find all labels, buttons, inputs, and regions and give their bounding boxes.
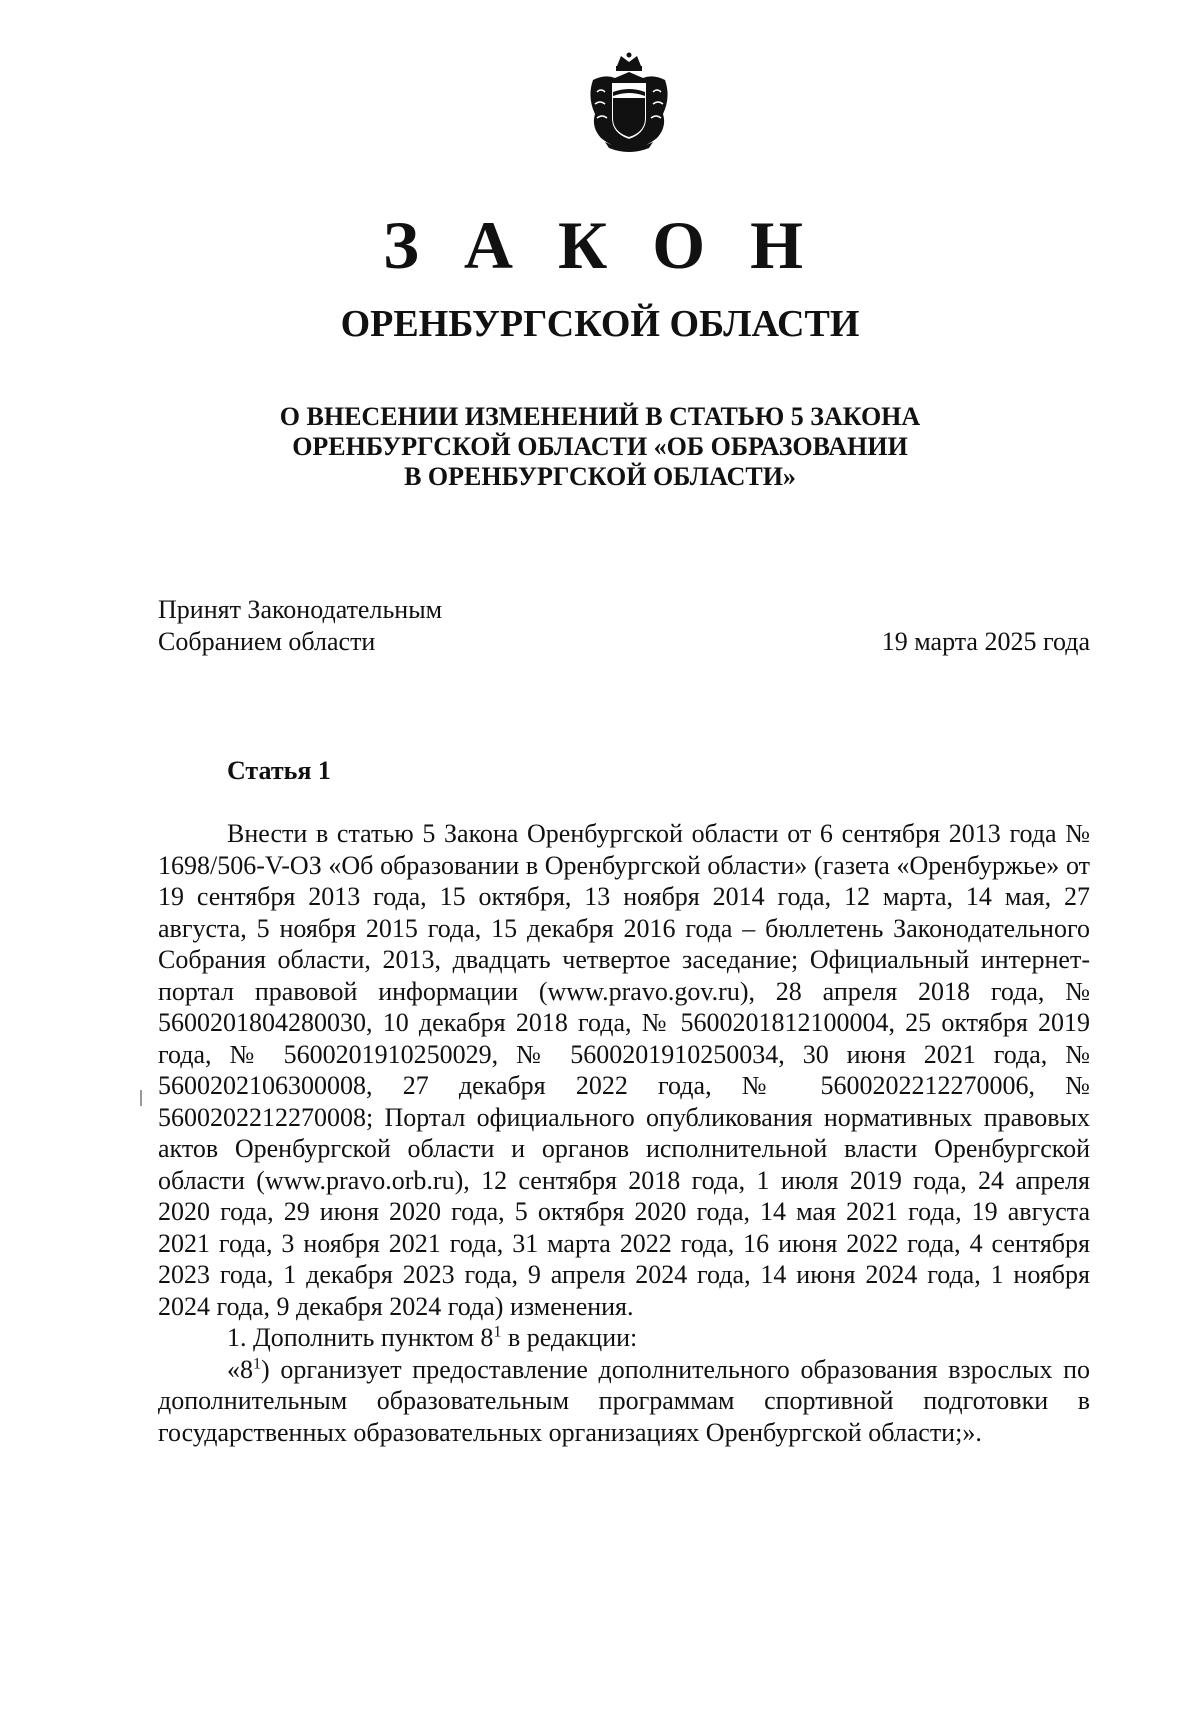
law-title: [0, 402, 1200, 492]
document-type-title: З А К О Н: [382, 207, 818, 283]
quote-text: «8: [227, 1354, 253, 1384]
item-text: 1. Дополнить пунктом 8: [227, 1323, 494, 1352]
region-subtitle: ОРЕНБУРГСКОЙ ОБЛАСТИ: [340, 303, 860, 345]
article-intro-paragraph: Внести в статью 5 Закона Оренбургской области от 6 сентября 2013 года № 1698/506-V-ОЗ «Об образовании в Оренбургской области» (газета «Оренбуржье» от 19 сентября 2013 года, 15 октября, 13 ноября 2014 года, 12 марта, 14 мая, 27 августа, 5 ноября 2015 года, 15 декабря 2016 года – бюллетень Законодательного Собрания области, 2013, двадцать четвертое заседание; Официальный интернет-портал правовой информации (www.pravo.gov.ru), 28 апреля 2018 года, № 5600201804280030, 10 декабря 2018 года, № 5600201812100004, 25 октября 2019 года, № 5600201910250029, № 5600201910250034, 30 июня 2021 года, № 5600202106300008, 27 декабря 2022 года, № 5600202212270006, № 5600202212270008; Портал официального опубликования нормативных правовых актов Оренбургской области и органов исполнительной власти Оренбургской области (www.pravo.orb.ru), 12 сентября 2018 года, 1 июля 2019 года, 24 апреля 2020 года, 29 июня 2020 года, 5 октября 2020 года, 14 мая 2021 года, 19 августа 2021 года, 3 ноября 2021 года, 31 марта 2022 года, 16 июня 2022 года, 4 сентября 2023 года, 1 декабря 2023 года, 9 апреля 2024 года, 14 июня 2024 года, 1 ноября 2024 года, 9 декабря 2024 года) изменения.: [158, 819, 1090, 1321]
coat-of-arms-icon: [583, 52, 675, 152]
law-title-line: О ВНЕСЕНИИ ИЗМЕНЕНИЙ В СТАТЬЮ 5 ЗАКОНА: [279, 402, 921, 431]
article-body: [158, 818, 1090, 1448]
item-text: в редакции:: [501, 1323, 638, 1352]
adoption-date: 19 марта 2025 года: [881, 627, 1090, 656]
adoption-note: [158, 594, 442, 658]
adoption-line: Принят Законодательным: [158, 595, 443, 624]
superscript: 1: [493, 1323, 502, 1341]
quote-text: ) организует предоставление дополнительного образования взрослых по дополнительным образовательным программам спортивной подготовки в государственных образовательных организациях Оренбургской области;».: [158, 1354, 1090, 1447]
law-title-line: ОРЕНБУРГСКОЙ ОБЛАСТИ «ОБ ОБРАЗОВАНИИ: [292, 432, 908, 461]
amendment-quote: [158, 1354, 1090, 1449]
article-heading: Статья 1: [227, 756, 331, 785]
law-title-line: В ОРЕНБУРГСКОЙ ОБЛАСТИ»: [404, 462, 796, 491]
adoption-line: Собранием области: [158, 627, 376, 656]
superscript: 1: [253, 1354, 261, 1372]
scan-artifact: [140, 1090, 142, 1106]
amendment-item-1: [158, 1322, 1090, 1354]
